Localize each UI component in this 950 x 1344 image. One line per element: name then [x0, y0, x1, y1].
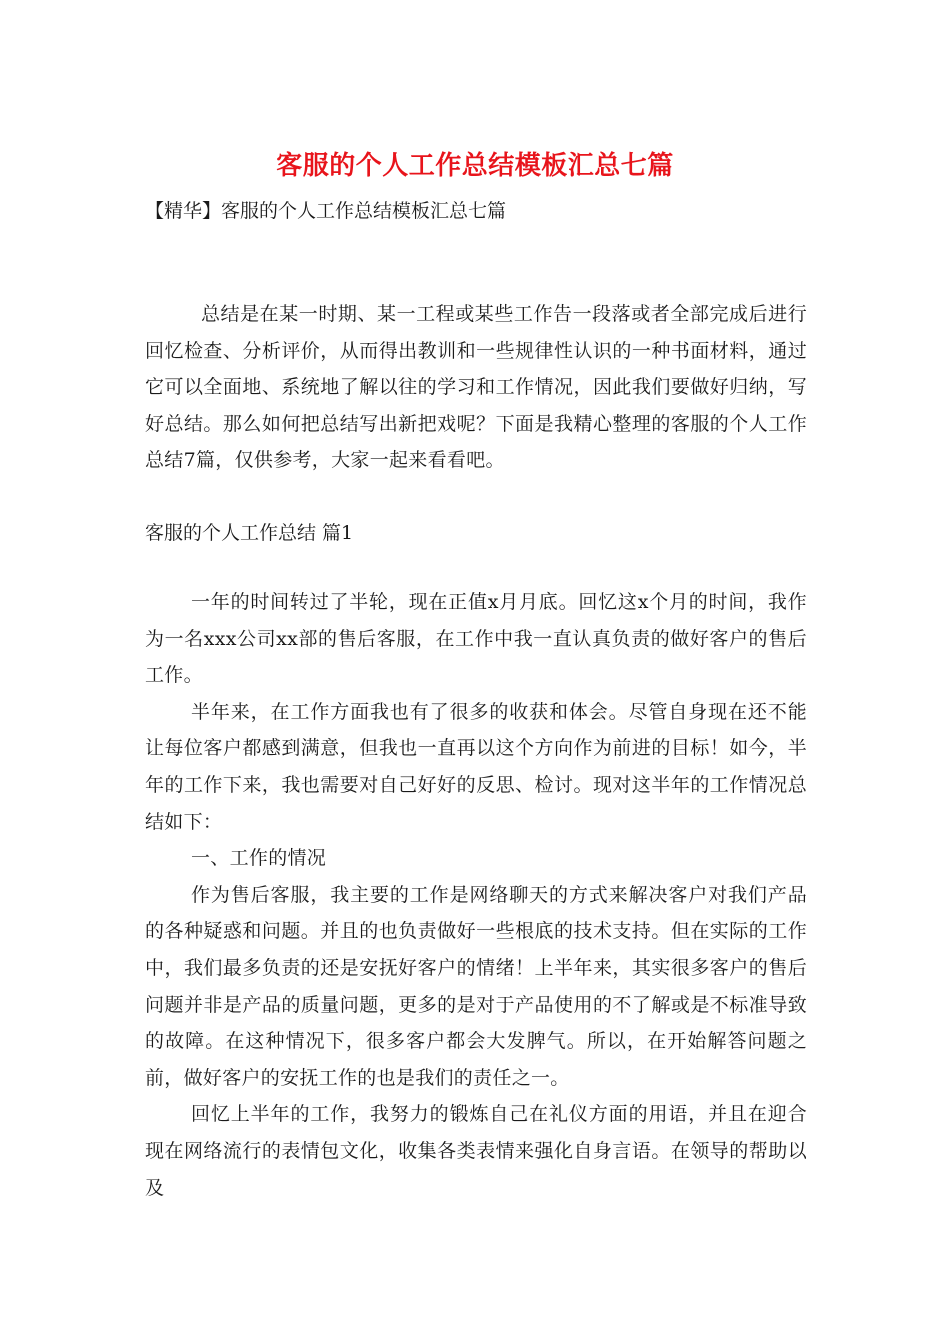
section-heading: 客服的个人工作总结 篇1 [145, 522, 354, 544]
body-paragraph: 半年来，在工作方面我也有了很多的收获和体会。尽管自身现在还不能让每位客户都感到满意，但我也一直再以这个方向作为前进的目标！如今，半年的工作下来，我也需要对自己好好的反思、检讨。现对这半年的工作情况总结如下： [145, 700, 807, 833]
body-paragraph: 一年的时间转过了半轮，现在正值x月月底。回忆这x个月的时间，我作为一名xxx公司xx部的售后客服，在工作中我一直认真负责的做好客户的售后工作。 [145, 591, 807, 687]
subsection-heading: 一、工作的情况 [191, 847, 327, 870]
document-title: 客服的个人工作总结模板汇总七篇 [276, 151, 674, 181]
section-body [145, 584, 807, 1206]
document-subtitle: 【精华】客服的个人工作总结模板汇总七篇 [145, 200, 507, 222]
body-paragraph: 作为售后客服，我主要的工作是网络聊天的方式来解决客户对我们产品的各种疑惑和问题。并且的也负责做好一些根底的技术支持。但在实际的工作中，我们最多负责的还是安抚好客户的情绪！上半年来，其实很多客户的售后问题并非是产品的质量问题，更多的是对于产品使用的不了解或是不标准导致的故障。在这种情况下，很多客户都会大发脾气。所以，在开始解答问题之前，做好客户的安抚工作的也是我们的责任之一。 [145, 883, 807, 1089]
intro-section [145, 296, 807, 479]
intro-paragraph: 总结是在某一时期、某一工程或某些工作告一段落或者全部完成后进行回忆检查、分析评价，从而得出教训和一些规律性认识的一种书面材料，通过它可以全面地、系统地了解以往的学习和工作情况，因此我们要做好归纳，写好总结。那么如何把总结写出新把戏呢？下面是我精心整理的客服的个人工作总结7篇，仅供参考，大家一起来看看吧。 [145, 303, 807, 472]
body-paragraph: 回忆上半年的工作，我努力的锻炼自己在礼仪方面的用语，并且在迎合现在网络流行的表情包文化，收集各类表情来强化自身言语。在领导的帮助以及 [145, 1103, 807, 1199]
